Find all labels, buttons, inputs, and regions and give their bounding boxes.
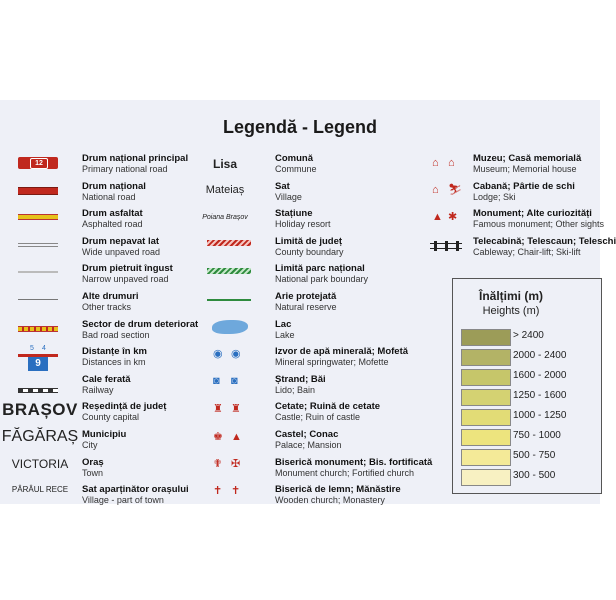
- legend-item-ro: Alte drumuri: [82, 291, 139, 302]
- legend-item-en: Commune: [275, 164, 317, 174]
- legend-item-en: Monument church; Fortified church: [275, 467, 415, 478]
- legend-item-en: Primary national road: [82, 164, 168, 174]
- legend-item: [275, 374, 326, 396]
- legend-title: Legendă - Legend: [222, 117, 377, 137]
- legend-item-ro: Drum nepavat lat: [82, 235, 160, 247]
- castle-ruin-icon: ♜: [231, 403, 241, 415]
- sample-poiana-brasov: Poiana Brașov: [202, 214, 248, 221]
- legend-item: [82, 263, 173, 285]
- legend-item: [82, 401, 166, 423]
- sample-fagaras: FĂGĂRAȘ: [1, 428, 79, 445]
- legend-item: [473, 181, 575, 203]
- other-tracks-symbol: [18, 299, 58, 300]
- monastery-icon: ✝: [231, 485, 241, 497]
- distance-small-a: 5: [30, 345, 34, 352]
- ski-icon: ⛷: [448, 184, 462, 196]
- legend-item: [275, 401, 380, 423]
- national-road-symbol: [18, 187, 58, 195]
- legend-item: [275, 181, 302, 203]
- sample-victoria: VICTORIA: [11, 457, 69, 471]
- legend-item-ro: Sector de drum deteriorat: [82, 318, 199, 330]
- legend-item: [82, 429, 126, 451]
- distance-small-b: 4: [42, 345, 46, 352]
- legend-item-en: Holiday resort: [275, 219, 331, 230]
- legend-item-en: Cableway; Chair-lift; Ski-lift: [473, 246, 581, 257]
- legend-item: [275, 457, 432, 479]
- famous-monument-icon: ▲: [432, 211, 443, 223]
- sample-mateias: Mateiaș: [205, 184, 245, 196]
- legend-item-ro: Drum pietruit îngust: [82, 263, 173, 275]
- legend-item: [275, 346, 408, 368]
- legend-item: [473, 153, 581, 175]
- cableway-symbol: [430, 241, 462, 251]
- legend-item-en: Village - part of town: [82, 495, 164, 506]
- elevation-title-ro: Înălțimi (m): [478, 289, 543, 303]
- legend-item-en: Mineral springwater; Mofette: [275, 357, 389, 368]
- elevation-label: 1600 - 2000: [513, 370, 567, 381]
- palace-icon: ♚: [213, 431, 223, 443]
- sample-brasov: BRAȘOV: [2, 400, 78, 419]
- elevation-swatch: [461, 409, 511, 426]
- legend-item-ro: Stațiune: [275, 208, 313, 220]
- legend-item-ro: Sat aparținător orașului: [82, 484, 189, 496]
- legend-item-ro: Oraș: [82, 456, 104, 468]
- legend-item-ro: Municipiu: [82, 429, 127, 440]
- legend-item-ro: Cale ferată: [82, 373, 131, 385]
- legend-item-en: National road: [82, 191, 136, 202]
- distance-symbol: [18, 345, 58, 377]
- elevation-swatch: [461, 329, 511, 346]
- lodge-icon: ⌂: [432, 184, 439, 196]
- monument-church-icon: ✟: [213, 458, 223, 470]
- mansion-icon: ▲: [231, 431, 242, 443]
- legend-item: [275, 153, 317, 175]
- legend-item-en: Wooden church; Monastery: [275, 495, 385, 506]
- legend-item: [275, 208, 331, 230]
- other-sights-icon: ✱: [448, 211, 458, 223]
- elevation-legend: [452, 278, 602, 494]
- legend-item-ro: Arie protejată: [275, 291, 337, 302]
- legend-item: [275, 319, 295, 341]
- elevation-swatch: [461, 469, 511, 486]
- lido-icon: ◙: [213, 375, 220, 387]
- legend-item-en: Palace; Mansion: [275, 440, 342, 450]
- elevation-swatch: [461, 429, 511, 446]
- wide-unpaved-road-symbol: [18, 243, 58, 247]
- legend-item: [82, 346, 147, 368]
- legend-item-en: Bad road section: [82, 329, 150, 340]
- legend-item-en: Natural reserve: [275, 302, 337, 312]
- legend-item: [82, 236, 160, 258]
- legend-item-en: County boundary: [275, 246, 344, 257]
- bad-road-section-symbol: [18, 326, 58, 332]
- national-park-boundary-symbol: [207, 268, 251, 274]
- legend-item: [275, 236, 344, 258]
- elevation-label: > 2400: [513, 330, 544, 341]
- elevation-label: 1000 - 1250: [513, 410, 567, 421]
- legend-item-en: Lido; Bain: [275, 384, 316, 395]
- legend-item: [275, 429, 342, 451]
- legend-item-en: Famous monument; Other sights: [473, 219, 605, 230]
- legend-item-en: Wide unpaved road: [82, 246, 161, 257]
- legend-item-ro: Ștrand; Băi: [275, 373, 326, 385]
- elevation-swatch: [461, 369, 511, 386]
- legend-item: [473, 236, 616, 258]
- legend-item-ro: Limită parc național: [275, 263, 365, 275]
- legend-item-ro: Cabană; Pârtie de schi: [473, 180, 575, 192]
- legend-item: [82, 319, 198, 341]
- legend-item-en: County capital: [82, 412, 140, 423]
- legend-item-en: Distances in km: [82, 357, 146, 368]
- elevation-label: 1250 - 1600: [513, 390, 567, 401]
- legend-item-ro: Sat: [275, 180, 290, 192]
- wooden-church-icon: ✝: [213, 485, 223, 497]
- legend-item-ro: Lac: [275, 318, 292, 330]
- elevation-swatch: [461, 349, 511, 366]
- legend-item-en: Lake: [275, 329, 295, 340]
- sample-lisa: Lisa: [212, 157, 237, 171]
- legend-item-en: Narrow unpaved road: [82, 274, 169, 285]
- lake-symbol: [212, 320, 248, 334]
- legend-item-en: Other tracks: [82, 302, 132, 312]
- legend-item-ro: Limită de județ: [275, 235, 343, 247]
- museum-icon: ⌂: [432, 157, 439, 169]
- narrow-unpaved-road-symbol: [18, 271, 58, 273]
- legend-item: [275, 263, 368, 285]
- legend-item-ro: Biserică de lemn; Mănăstire: [275, 484, 401, 496]
- legend-item-ro: Izvor de apă minerală; Mofetă: [275, 346, 409, 358]
- natural-reserve-symbol: [207, 299, 251, 301]
- legend-item: [275, 291, 337, 313]
- legend-item: [82, 208, 143, 230]
- legend-item: [82, 457, 104, 479]
- legend-item-ro: Drum asfaltat: [82, 208, 143, 220]
- legend-item: [82, 153, 188, 175]
- legend-item: [82, 374, 131, 396]
- legend-item-en: Town: [82, 467, 104, 478]
- county-boundary-symbol: [207, 240, 251, 246]
- elevation-label: 300 - 500: [513, 470, 556, 481]
- distance-badge: 9: [28, 357, 48, 371]
- legend-item-en: Museum; Memorial house: [473, 164, 577, 174]
- legend-item-ro: Monument; Alte curiozități: [473, 208, 592, 220]
- elevation-swatch: [461, 389, 511, 406]
- sample-paraul-rece: PÂRÂUL RECE: [11, 485, 69, 494]
- legend-item-ro: Drum național: [82, 180, 146, 192]
- elevation-label: 750 - 1000: [513, 430, 561, 441]
- castle-icon: ♜: [213, 403, 223, 415]
- legend-item-ro: Biserică monument; Bis. fortificată: [275, 456, 433, 468]
- legend-item-en: City: [82, 440, 98, 450]
- legend-item-ro: Cetate; Ruină de cetate: [275, 401, 381, 413]
- legend-item-ro: Castel; Conac: [275, 429, 339, 440]
- legend-item-en: Asphalted road: [82, 219, 143, 230]
- legend-item: [82, 291, 138, 313]
- legend-item-ro: Drum național principal: [82, 153, 189, 164]
- elevation-title-en: Heights (m): [482, 305, 540, 317]
- legend-item-ro: Muzeu; Casă memorială: [473, 153, 582, 164]
- legend-item-en: Lodge; Ski: [473, 191, 516, 202]
- legend-item-ro: Distanțe în km: [82, 346, 147, 358]
- legend-item: [82, 181, 146, 203]
- fortified-church-icon: ✠: [231, 458, 241, 470]
- legend-item: [275, 484, 401, 506]
- mofette-icon: ◉: [231, 348, 241, 360]
- elevation-swatch: [461, 449, 511, 466]
- road-number-badge: 12: [30, 158, 48, 169]
- legend-item-en: National park boundary: [275, 274, 369, 285]
- primary-national-road-symbol: [18, 157, 58, 169]
- legend-item-en: Railway: [82, 384, 114, 395]
- legend-item: [82, 484, 189, 506]
- railway-symbol: [18, 388, 58, 393]
- legend-item-en: Village: [275, 191, 302, 202]
- legend-item-en: Castle; Ruin of castle: [275, 412, 361, 423]
- legend-item-ro: Comună: [275, 153, 313, 164]
- legend-item-ro: Reședință de județ: [82, 401, 167, 413]
- legend-item-ro: Telecabină; Telescaun; Teleschi: [473, 235, 616, 247]
- elevation-label: 2000 - 2400: [513, 350, 567, 361]
- bath-icon: ◙: [231, 375, 238, 387]
- mineral-spring-icon: ◉: [213, 348, 223, 360]
- elevation-label: 500 - 750: [513, 450, 556, 461]
- legend-item: [473, 208, 604, 230]
- legend-sheet: [0, 100, 616, 506]
- memorial-house-icon: ⌂: [448, 157, 455, 169]
- asphalted-road-symbol: [18, 214, 58, 220]
